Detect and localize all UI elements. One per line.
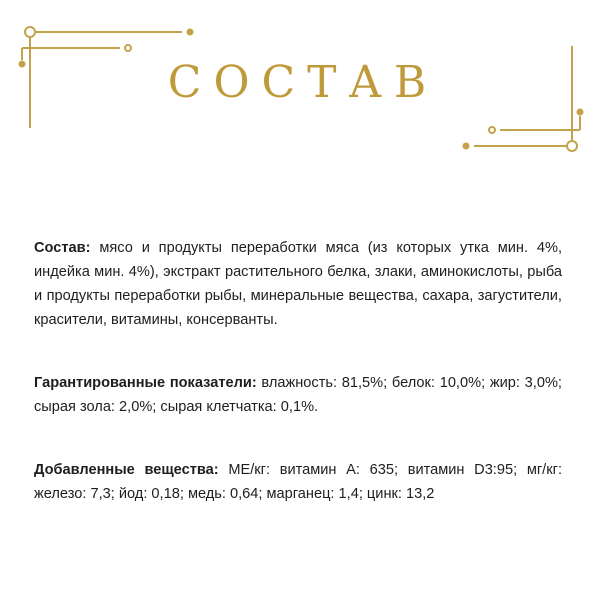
composition-label: Состав: [34,240,91,256]
additives-text: МЕ/кг: витамин А: 635; витамин D3:95; мг/кг: железо: 7,3; йод: 0,18; медь: 0,64; марганец: 1,4; цинк: 13,2 [34,462,562,502]
guaranteed-values-label: Гарантированные показатели: [34,375,257,391]
page-title: СОСТАВ [167,57,439,108]
additives-label: Добавленные вещества: [34,462,219,478]
additives-paragraph [34,458,562,506]
composition-text: мясо и продукты переработки мяса (из которых утка мин. 4%, индейка мин. 4%), экстракт растительного белка, злаки, аминокислоты, рыба и продукты переработки рыбы, минеральные вещества, сахара, загустители, красители, витамины, консерванты. [34,240,562,328]
guaranteed-values-paragraph [34,371,562,419]
composition-paragraph [34,236,562,332]
guaranteed-values-text: влажность: 81,5%; белок: 10,0%; жир: 3,0%; сырая зола: 2,0%; сырая клетчатка: 0,1%. [34,375,562,415]
